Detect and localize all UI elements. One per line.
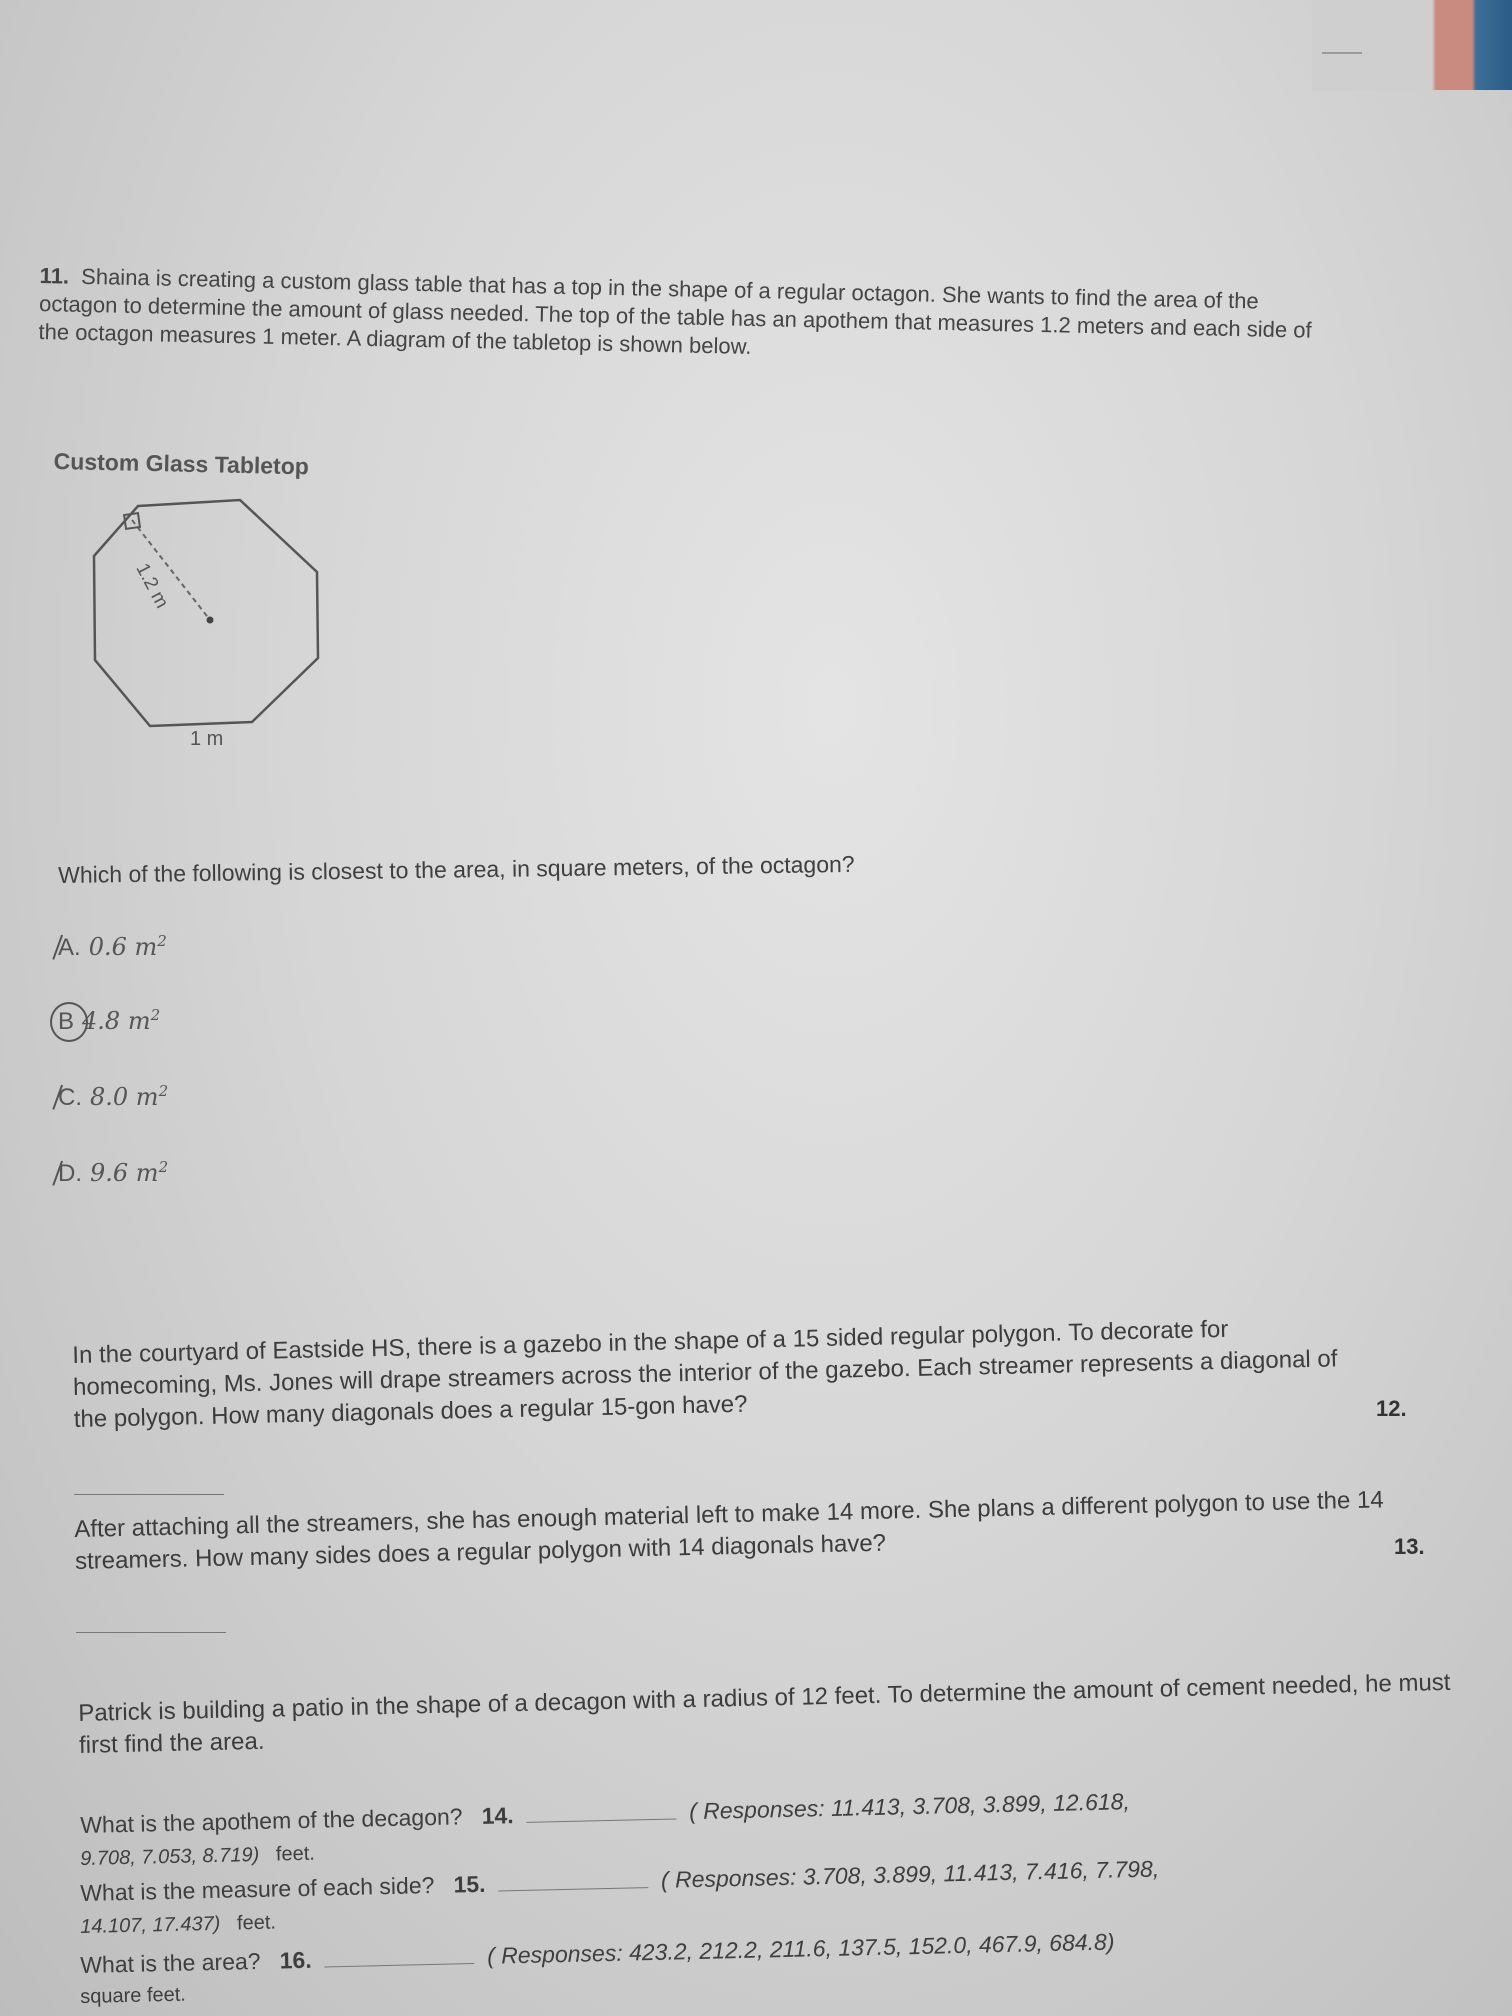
selected-circle-mark: [50, 1002, 88, 1042]
choice-d-exponent: 2: [158, 1158, 169, 1176]
apothem-label: 1.2 m: [131, 560, 173, 612]
question-15-row-cont: [80, 1912, 276, 1939]
question-16-row-cont: [80, 1984, 186, 2009]
question-16-responses: ( Responses: 423.2, 212.2, 211.6, 137.5, 152.0, 467.9, 684.8): [486, 1928, 1115, 1969]
choice-b-letter: B: [58, 1008, 74, 1036]
choice-d[interactable]: [58, 1158, 168, 1188]
choice-b[interactable]: [58, 1006, 160, 1036]
question-16-unit: square feet.: [80, 1983, 187, 2008]
question-14-row-cont: [80, 1843, 315, 1871]
question-14-answer-blank[interactable]: [527, 1818, 677, 1822]
question-16-answer-blank[interactable]: [325, 1963, 475, 1967]
choice-b-exponent: 2: [150, 1006, 161, 1024]
question-13-text: After attaching all the streamers, she has enough material left to make 14 more. She plans a different polygon to use the 14 streamers. How many sides does a regular polygon with 14 diagonals have?: [74, 1486, 1384, 1575]
choice-d-letter: D.: [58, 1160, 82, 1188]
choice-a-exponent: 2: [157, 932, 167, 950]
question-11: [38, 262, 1339, 373]
question-14-row: [80, 1788, 1130, 1839]
choice-d-value: 9.6 m: [90, 1159, 159, 1187]
center-point: [207, 617, 214, 624]
octagon-shape: [94, 500, 318, 726]
question-14-responses-cont: 9.708, 7.053, 8.719): [80, 1843, 260, 1870]
question-15-answer-blank[interactable]: [498, 1887, 648, 1891]
choice-a[interactable]: [58, 932, 167, 962]
diagram-title: Custom Glass Tabletop: [53, 448, 310, 480]
choice-a-value: 0.6 m: [88, 933, 158, 961]
question-14-text: What is the apothem of the decagon?: [80, 1803, 463, 1838]
question-11-number: 11.: [39, 262, 70, 289]
question-12-text: In the courtyard of Eastside HS, there is a gazebo in the shape of a 15 sided regular polygon. To decorate for homecoming, Ms. Jones will drape streamers across the interior of the gazebo. Each streamer represents a diagonal of the polygon. How many diagonals does a regular 15-gon have?: [72, 1315, 1338, 1433]
question-15-responses-cont: 14.107, 17.437): [80, 1912, 221, 1938]
question-14-unit: feet.: [275, 1842, 316, 1866]
choice-b-value: 4.8 m: [82, 1007, 151, 1035]
question-15-number: 15.: [453, 1870, 486, 1898]
question-12-answer-blank[interactable]: [74, 1494, 224, 1495]
question-13-number: 13.: [1394, 1534, 1425, 1559]
choice-c[interactable]: [58, 1082, 168, 1112]
question-16-text: What is the area?: [80, 1947, 261, 1978]
question-11-prompt: Which of the following is closest to the area, in square meters, of the octagon?: [58, 850, 855, 888]
question-14-responses: ( Responses: 11.413, 3.708, 3.899, 12.618,: [688, 1788, 1131, 1825]
choice-a-letter: A.: [58, 934, 81, 962]
side-length-label: 1 m: [190, 728, 224, 750]
question-12-number: 12.: [1376, 1396, 1407, 1421]
question-16-row: [80, 1929, 1115, 1979]
octagon-diagram: [80, 490, 330, 740]
choice-c-letter: C.: [58, 1084, 82, 1112]
question-11-text: Shaina is creating a custom glass table that has a top in the shape of a regular octagon. She wants to find the area of the octagon to determine the amount of glass needed. The top of the table has an apothem that measures 1.2 meters and each side of the octagon measures 1 meter. A diagram of the tabletop is shown below.: [38, 263, 1312, 359]
question-16-number: 16.: [279, 1946, 312, 1974]
patio-problem-text: Patrick is building a patio in the shape of a decagon with a radius of 12 feet. To determine the amount of cement needed, he must first find the area.: [78, 1668, 1451, 1759]
choice-c-value: 8.0 m: [90, 1083, 159, 1111]
choice-c-exponent: 2: [158, 1082, 169, 1100]
question-13-answer-blank[interactable]: [76, 1632, 226, 1633]
question-15-responses: ( Responses: 3.708, 3.899, 11.413, 7.416, 7.798,: [660, 1855, 1160, 1893]
question-14-number: 14.: [481, 1802, 514, 1829]
question-15-unit: feet.: [236, 1911, 277, 1935]
question-15-text: What is the measure of each side?: [80, 1871, 435, 1906]
